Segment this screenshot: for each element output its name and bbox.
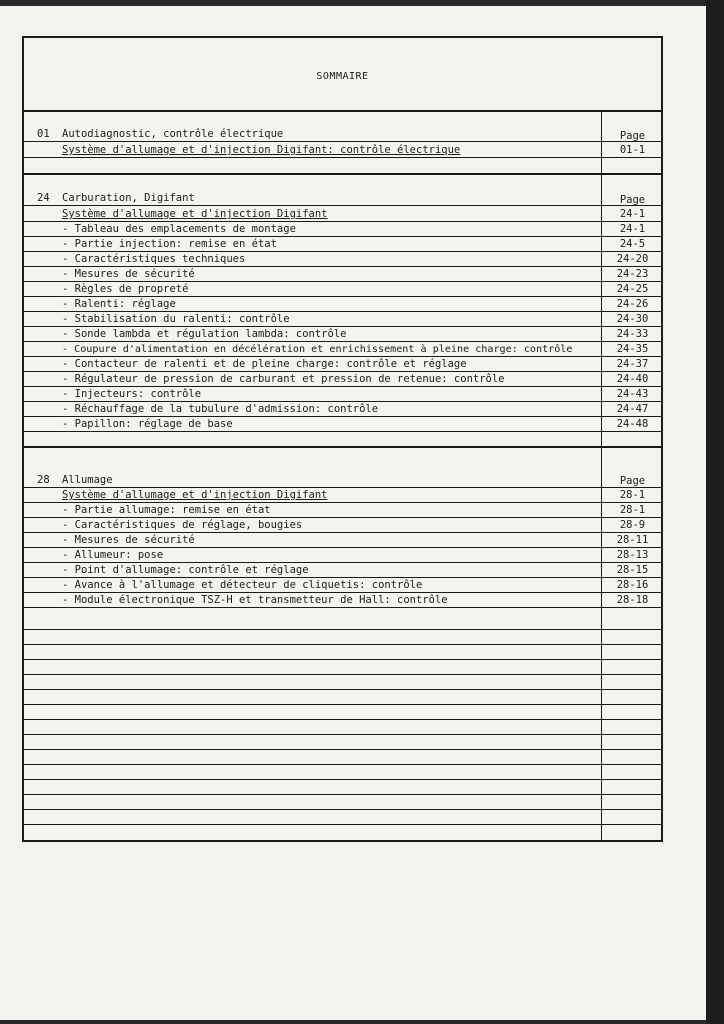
toc-entry: - Mesures de sécurité bbox=[62, 268, 195, 280]
toc-row bbox=[24, 547, 661, 563]
empty-row bbox=[24, 719, 661, 735]
toc-page: 28-16 bbox=[616, 579, 649, 591]
toc-page: 24-5 bbox=[619, 238, 646, 250]
toc-page: 24-30 bbox=[616, 313, 649, 325]
toc-entry: - Tableau des emplacements de montage bbox=[62, 223, 296, 235]
document-page bbox=[0, 6, 706, 1020]
toc-row bbox=[24, 502, 661, 518]
toc-page: 28-18 bbox=[616, 594, 649, 606]
section-number: 01 bbox=[37, 128, 50, 140]
toc-page: 24-47 bbox=[616, 403, 649, 415]
toc-row bbox=[24, 416, 661, 432]
toc-entry: - Ralenti: réglage bbox=[62, 298, 176, 310]
toc-row bbox=[24, 251, 661, 267]
toc-page: 24-20 bbox=[616, 253, 649, 265]
toc-row bbox=[24, 296, 661, 312]
toc-page: 28-1 bbox=[619, 489, 646, 501]
scan-edge bbox=[706, 0, 724, 1024]
empty-row bbox=[24, 704, 661, 720]
section-heading: Allumage bbox=[62, 474, 113, 486]
toc-row bbox=[24, 562, 661, 578]
toc-entry: - Caractéristiques techniques bbox=[62, 253, 246, 265]
toc-entry: Système d'allumage et d'injection Digifant bbox=[62, 208, 328, 220]
section-heading: Carburation, Digifant bbox=[62, 192, 195, 204]
empty-row bbox=[24, 644, 661, 660]
toc-row bbox=[24, 517, 661, 533]
toc-page: 24-1 bbox=[619, 208, 646, 220]
page-column-label: Page bbox=[619, 194, 646, 206]
toc-row bbox=[24, 592, 661, 608]
section-heading-row bbox=[24, 126, 661, 142]
empty-row bbox=[24, 614, 661, 630]
toc-row bbox=[24, 487, 661, 503]
section-number: 24 bbox=[37, 192, 50, 204]
toc-entry: - Régulateur de pression de carburant et pression de retenue: contrôle bbox=[62, 373, 505, 385]
toc-entry: - Papillon: réglage de base bbox=[62, 418, 233, 430]
toc-page: 24-35 bbox=[616, 343, 649, 355]
empty-row bbox=[24, 779, 661, 795]
toc-page: 24-23 bbox=[616, 268, 649, 280]
empty-row bbox=[24, 158, 661, 175]
toc-page: 28-13 bbox=[616, 549, 649, 561]
empty-row bbox=[24, 431, 661, 448]
toc-page: 28-11 bbox=[616, 534, 649, 546]
toc-row bbox=[24, 386, 661, 402]
toc-page: 24-1 bbox=[619, 223, 646, 235]
empty-row bbox=[24, 629, 661, 645]
toc-entry: - Règles de propreté bbox=[62, 283, 189, 295]
toc-row bbox=[24, 356, 661, 372]
empty-row bbox=[24, 674, 661, 690]
toc-entry: - Partie allumage: remise en état bbox=[62, 504, 271, 516]
toc-entry: - Coupure d'alimentation en décélération et enrichissement à pleine charge: contrôle bbox=[62, 344, 573, 355]
empty-row bbox=[24, 809, 661, 825]
toc-entry: - Injecteurs: contrôle bbox=[62, 388, 202, 400]
toc-row bbox=[24, 311, 661, 327]
toc-row bbox=[24, 281, 661, 297]
empty-row bbox=[24, 689, 661, 705]
toc-row bbox=[24, 577, 661, 593]
toc-row bbox=[24, 371, 661, 387]
toc-row bbox=[24, 221, 661, 237]
page-column-label: Page bbox=[619, 475, 646, 487]
empty-row bbox=[24, 764, 661, 780]
section-heading: Autodiagnostic, contrôle électrique bbox=[62, 128, 284, 140]
toc-entry: - Stabilisation du ralenti: contrôle bbox=[62, 313, 290, 325]
toc-row bbox=[24, 142, 661, 158]
toc-entry: - Mesures de sécurité bbox=[62, 534, 195, 546]
empty-row bbox=[24, 749, 661, 765]
toc-page: 24-33 bbox=[616, 328, 649, 340]
toc-entry: Système d'allumage et d'injection Digifant: contrôle électrique bbox=[62, 144, 461, 156]
toc-entry: - Réchauffage de la tubulure d'admission: contrôle bbox=[62, 403, 379, 415]
section-heading-row bbox=[24, 472, 661, 488]
toc-row bbox=[24, 532, 661, 548]
section-number: 28 bbox=[37, 474, 50, 486]
toc-entry: Système d'allumage et d'injection Digifant bbox=[62, 489, 328, 501]
page-title: SOMMAIRE bbox=[316, 71, 369, 82]
toc-entry: - Caractéristiques de réglage, bougies bbox=[62, 519, 303, 531]
empty-row bbox=[24, 659, 661, 675]
toc-page: 24-25 bbox=[616, 283, 649, 295]
toc-entry: - Point d'allumage: contrôle et réglage bbox=[62, 564, 309, 576]
toc-entry: - Partie injection: remise en état bbox=[62, 238, 277, 250]
toc-row bbox=[24, 341, 661, 357]
toc-page: 28-9 bbox=[619, 519, 646, 531]
toc-page: 24-26 bbox=[616, 298, 649, 310]
page-column-label: Page bbox=[619, 130, 646, 142]
toc-row bbox=[24, 266, 661, 282]
toc-page: 01-1 bbox=[619, 144, 646, 156]
toc-page: 24-37 bbox=[616, 358, 649, 370]
toc-page: 24-48 bbox=[616, 418, 649, 430]
toc-page: 28-1 bbox=[619, 504, 646, 516]
toc-row bbox=[24, 401, 661, 417]
toc-row bbox=[24, 236, 661, 252]
empty-row bbox=[24, 734, 661, 750]
toc-entry: - Avance à l'allumage et détecteur de cliquetis: contrôle bbox=[62, 579, 423, 591]
toc-row bbox=[24, 206, 661, 222]
toc-entry: - Sonde lambda et régulation lambda: contrôle bbox=[62, 328, 347, 340]
contents-table bbox=[22, 36, 663, 842]
toc-entry: - Contacteur de ralenti et de pleine charge: contrôle et réglage bbox=[62, 358, 467, 370]
section-heading-row bbox=[24, 190, 661, 206]
toc-entry: - Module électronique TSZ-H et transmetteur de Hall: contrôle bbox=[62, 594, 448, 606]
title-band bbox=[24, 38, 661, 112]
toc-entry: - Allumeur: pose bbox=[62, 549, 164, 561]
toc-row bbox=[24, 326, 661, 342]
toc-page: 24-43 bbox=[616, 388, 649, 400]
toc-page: 28-15 bbox=[616, 564, 649, 576]
empty-row bbox=[24, 794, 661, 810]
toc-page: 24-40 bbox=[616, 373, 649, 385]
